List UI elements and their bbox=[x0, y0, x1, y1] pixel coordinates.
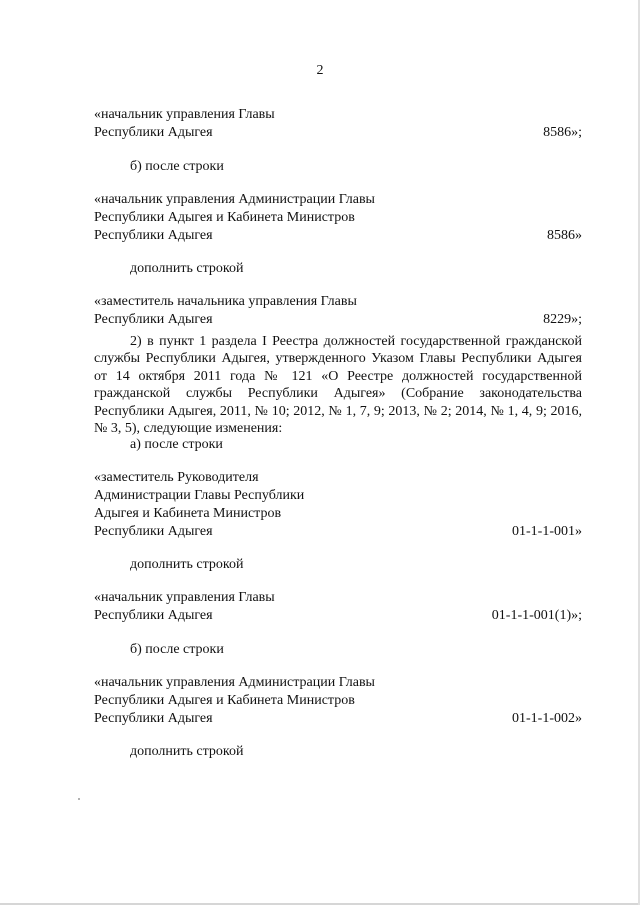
page-number: 2 bbox=[316, 63, 324, 78]
instruction-after-line: б) после строки bbox=[130, 159, 224, 174]
entry-line-with-code: Республики Адыгея 01-1-1-001(1)»; bbox=[94, 608, 582, 623]
entry-line: Республики Адыгея и Кабинета Министров bbox=[94, 210, 355, 225]
entry-line-with-code: Республики Адыгея 8586»; bbox=[94, 125, 582, 140]
entry-line: «заместитель начальника управления Главы bbox=[94, 294, 357, 309]
position-entry-6 bbox=[94, 674, 582, 728]
instruction-add-line: дополнить строкой bbox=[130, 744, 244, 759]
instruction-add-line: дополнить строкой bbox=[130, 557, 244, 572]
position-entry-5 bbox=[94, 589, 582, 625]
instruction-add-line: дополнить строкой bbox=[130, 261, 244, 276]
entry-line-with-code: Республики Адыгея 8586» bbox=[94, 228, 582, 243]
scan-speck bbox=[78, 798, 80, 800]
instruction-after-line: б) после строки bbox=[130, 642, 224, 657]
entry-line: «начальник управления Главы bbox=[94, 590, 275, 605]
entry-line-with-code: Республики Адыгея 01-1-1-002» bbox=[94, 711, 582, 726]
position-entry-4 bbox=[94, 469, 582, 541]
position-code: 01-1-1-001(1)»; bbox=[491, 608, 582, 623]
position-code: 8586» bbox=[547, 228, 582, 243]
entry-line: Республики Адыгея и Кабинета Министров bbox=[94, 693, 355, 708]
instruction-after-line: а) после строки bbox=[130, 437, 223, 452]
entry-line: Администрации Главы Республики bbox=[94, 488, 305, 503]
entry-line: «заместитель Руководителя bbox=[94, 470, 259, 485]
amendment-paragraph-2: 2) в пункт 1 раздела I Реестра должностей государственной гражданской службы Республики Адыгея, утвержденного Указом Главы Республики Адыгея от 14 октября 2011 года № 121 «О Реестре должностей государственной гражданской службы Республики Адыгея» (Собрание законодательства Республики Адыгея, 2011, № 10; 2012, № 1, 7, 9; 2013, № 2; 2014, № 1, 4, 9; 2016, № 3, 5), следующие изменения: bbox=[94, 334, 582, 437]
position-code: 8229»; bbox=[543, 312, 582, 327]
position-entry-2 bbox=[94, 191, 582, 245]
entry-line: Адыгея и Кабинета Министров bbox=[94, 506, 282, 521]
position-code: 8586»; bbox=[543, 125, 582, 140]
entry-line-with-code: Республики Адыгея 01-1-1-001» bbox=[94, 524, 582, 539]
position-code: 01-1-1-002» bbox=[512, 711, 582, 726]
entry-line: «начальник управления Администрации Главы bbox=[94, 192, 375, 207]
entry-line: «начальник управления Главы bbox=[94, 107, 275, 122]
position-entry-1 bbox=[94, 106, 582, 142]
entry-line: «начальник управления Администрации Главы bbox=[94, 675, 375, 690]
entry-line-with-code: Республики Адыгея 8229»; bbox=[94, 312, 582, 327]
position-entry-3 bbox=[94, 293, 582, 329]
position-code: 01-1-1-001» bbox=[512, 524, 582, 539]
